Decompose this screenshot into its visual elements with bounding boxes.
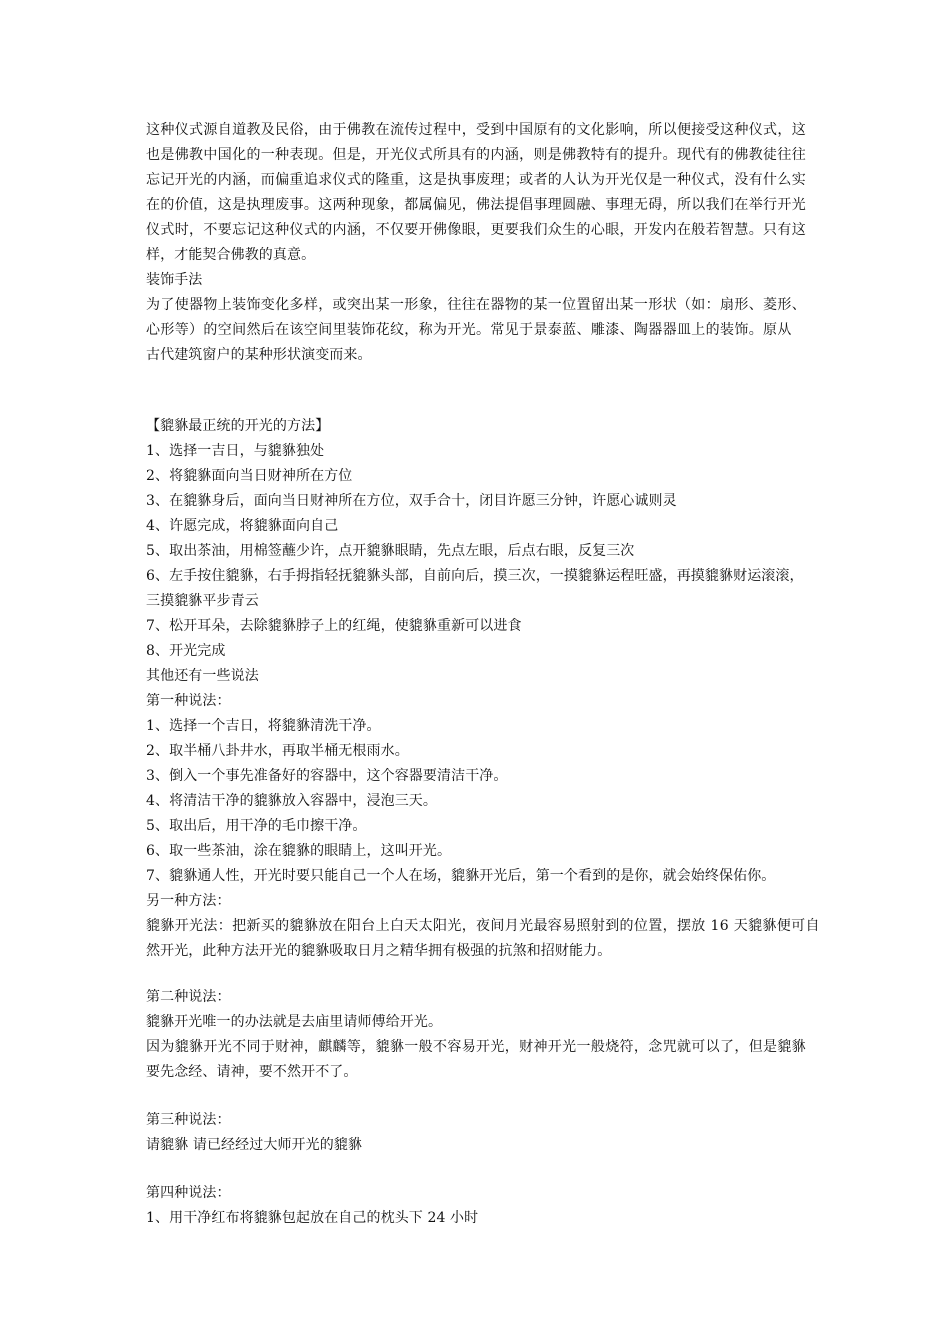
first-saying-step: 4、将清洁干净的貔貅放入容器中，浸泡三天。 xyxy=(146,793,438,809)
intro-paragraph-line: 仪式时，不要忘记这种仪式的内涵，不仅要开佛像眼，更要我们众生的心眼，开发内在般若智慧。只有这 xyxy=(146,222,807,238)
fourth-saying-heading: 第四种说法： xyxy=(146,1185,231,1201)
decoration-paragraph-line: 古代建筑窗户的某种形状演变而来。 xyxy=(146,347,372,363)
method-step: 1、选择一吉日，与貔貅独处 xyxy=(146,443,325,459)
method-heading: 【貔貅最正统的开光的方法】 xyxy=(146,418,330,434)
first-saying-step: 3、倒入一个事先准备好的容器中，这个容器要清洁干净。 xyxy=(146,768,508,784)
alternative-method-line: 然开光，此种方法开光的貔貅吸取日月之精华拥有极强的抗煞和招财能力。 xyxy=(146,943,612,959)
fourth-saying-line: 1、用干净红布将貔貅包起放在自己的枕头下 24 小时 xyxy=(146,1210,479,1226)
third-saying-heading: 第三种说法： xyxy=(146,1112,231,1128)
method-step: 4、许愿完成，将貔貅面向自己 xyxy=(146,518,339,534)
first-saying-step: 2、取半桶八卦井水，再取半桶无根雨水。 xyxy=(146,743,409,759)
alternative-method-heading: 另一种方法： xyxy=(146,893,231,909)
second-saying-line: 要先念经、请神，要不然开不了。 xyxy=(146,1064,358,1080)
intro-paragraph-line: 也是佛教中国化的一种表现。但是，开光仪式所具有的内涵，则是佛教特有的提升。现代有的佛教徒往往 xyxy=(146,147,807,163)
intro-paragraph-line: 在的价值，这是执理废事。这两种现象，都属偏见，佛法提倡事理圆融、事理无碍，所以我们在举行开光 xyxy=(146,197,807,213)
first-saying-step: 6、取一些茶油，涂在貔貅的眼睛上，这叫开光。 xyxy=(146,843,452,859)
first-saying-heading: 第一种说法： xyxy=(146,693,231,709)
method-step: 6、左手按住貔貅，右手拇指轻抚貔貅头部，自前向后，摸三次，一摸貔貅运程旺盛，再摸貔貅财运滚滚， xyxy=(146,568,804,584)
intro-paragraph-line: 样，才能契合佛教的真意。 xyxy=(146,247,316,263)
alternative-method-line: 貔貅开光法：把新买的貔貅放在阳台上白天太阳光，夜间月光最容易照射到的位置，摆放 16 天貔貅便可自 xyxy=(146,918,820,934)
second-saying-line: 貔貅开光唯一的办法就是去庙里请师傅给开光。 xyxy=(146,1014,443,1030)
intro-paragraph-line: 忘记开光的内涵，而偏重追求仪式的隆重，这是执事废理；或者的人认为开光仅是一种仪式，没有什么实 xyxy=(146,172,807,188)
decoration-paragraph-line: 为了使器物上装饰变化多样，或突出某一形象，往往在器物的某一位置留出某一形状（如：扇形、菱形、 xyxy=(146,297,807,313)
method-step: 5、取出茶油，用棉签蘸少许，点开貔貅眼睛，先点左眼，后点右眼，反复三次 xyxy=(146,543,635,559)
third-saying-line: 请貔貅 请已经经过大师开光的貔貅 xyxy=(146,1137,363,1153)
method-step: 三摸貔貅平步青云 xyxy=(146,593,259,609)
first-saying-step: 7、貔貅通人性，开光时要只能自己一个人在场，貔貅开光后，第一个看到的是你，就会始终保佑你。 xyxy=(146,868,776,884)
second-saying-heading: 第二种说法： xyxy=(146,989,231,1005)
intro-paragraph-line: 这种仪式源自道教及民俗，由于佛教在流传过程中，受到中国原有的文化影响，所以便接受这种仪式，这 xyxy=(146,122,807,138)
method-step: 3、在貔貅身后，面向当日财神所在方位，双手合十，闭目许愿三分钟，许愿心诚则灵 xyxy=(146,493,677,509)
method-step: 7、松开耳朵，去除貔貅脖子上的红绳，使貔貅重新可以进食 xyxy=(146,618,522,634)
other-intro: 其他还有一些说法 xyxy=(146,668,259,684)
second-saying-line: 因为貔貅开光不同于财神，麒麟等，貔貅一般不容易开光，财神开光一般烧符，念咒就可以了，但是貔貅 xyxy=(146,1039,807,1055)
method-step: 2、将貔貅面向当日财神所在方位 xyxy=(146,468,353,484)
decoration-heading: 装饰手法 xyxy=(146,272,203,288)
method-step: 8、开光完成 xyxy=(146,643,226,659)
first-saying-step: 1、选择一个吉日，将貔貅清洗干净。 xyxy=(146,718,381,734)
decoration-paragraph-line: 心形等）的空间然后在该空间里装饰花纹，称为开光。常见于景泰蓝、雕漆、陶器器皿上的装饰。原从 xyxy=(146,322,792,338)
first-saying-step: 5、取出后，用干净的毛巾擦干净。 xyxy=(146,818,367,834)
